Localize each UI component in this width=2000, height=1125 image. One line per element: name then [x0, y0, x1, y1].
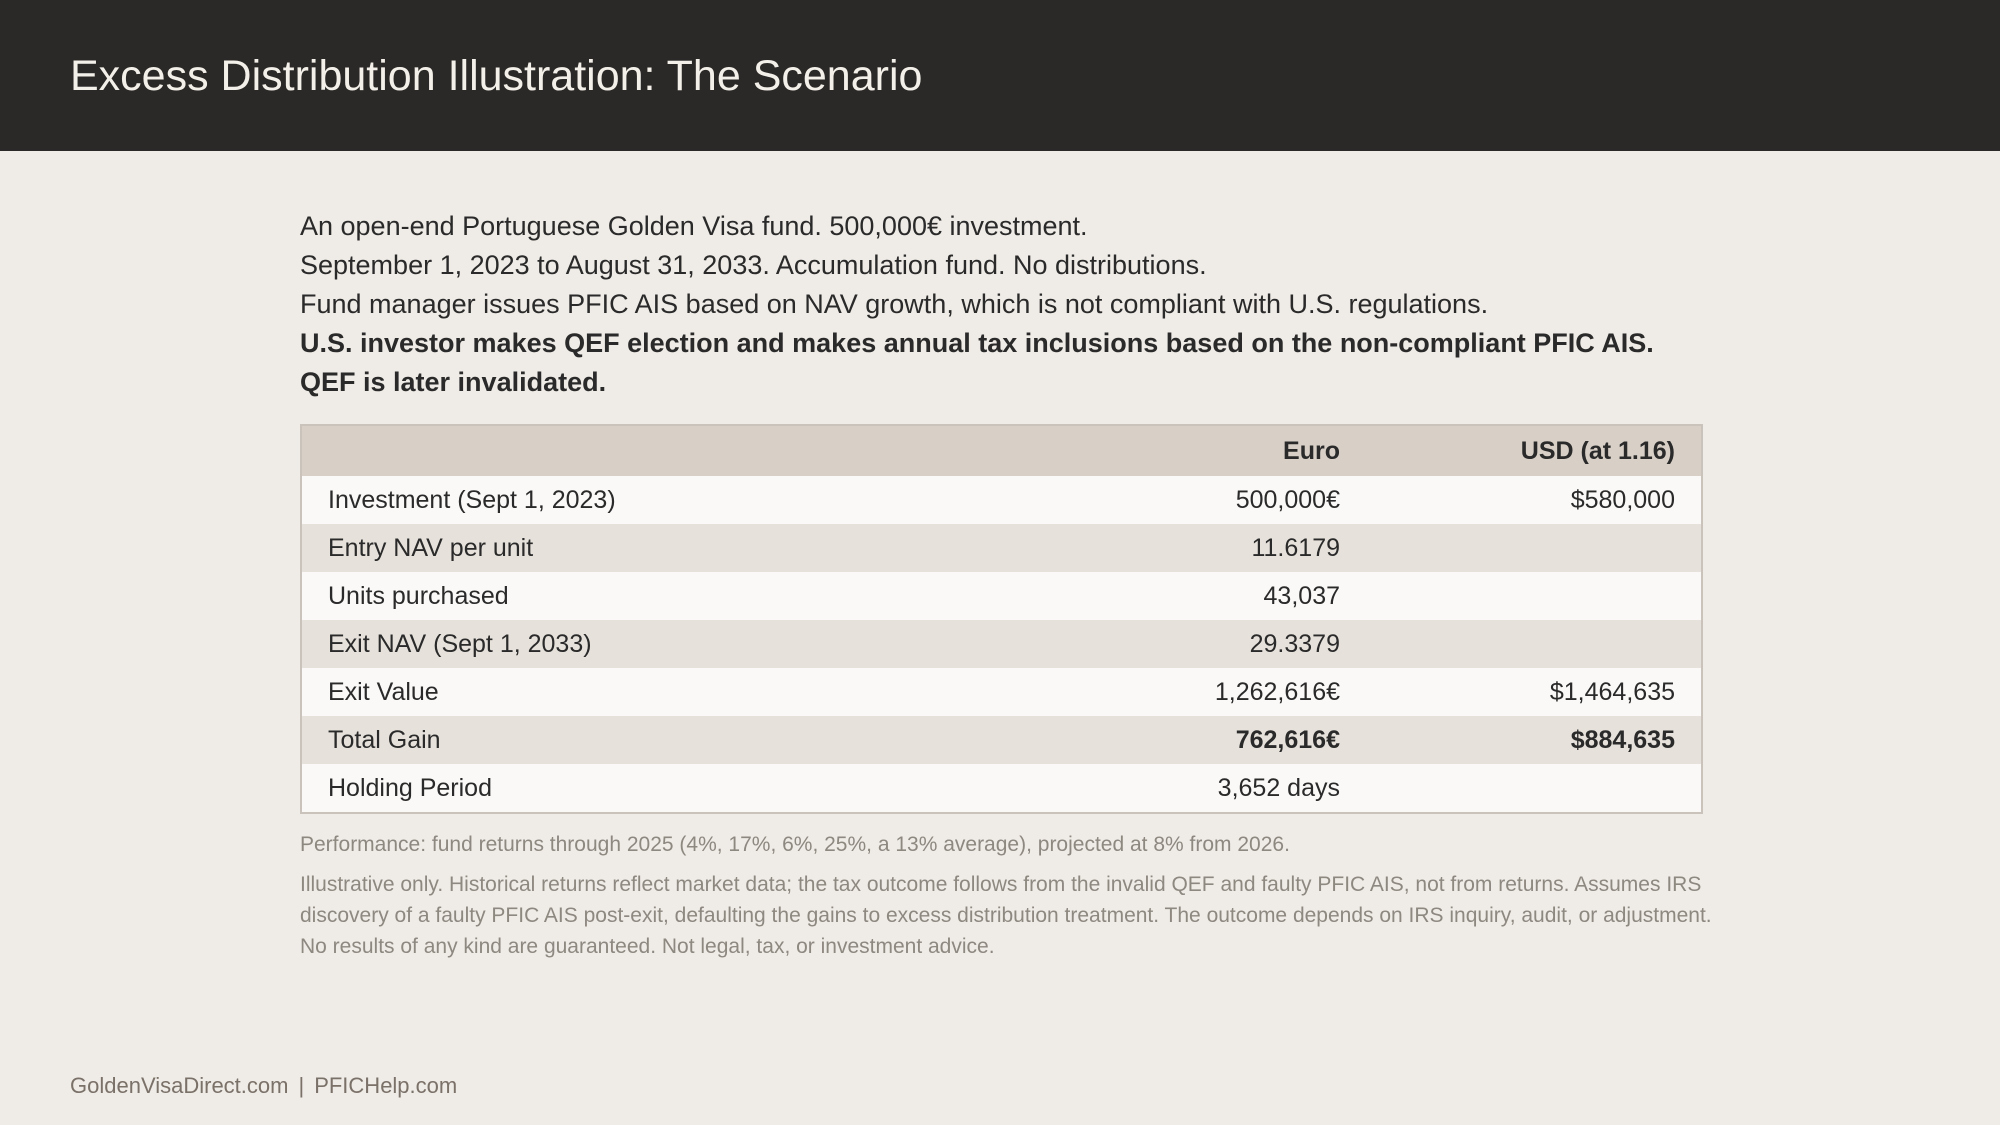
row-euro-value: 500,000€ — [1235, 485, 1340, 514]
row-euro-value: 762,616€ — [1235, 725, 1340, 754]
row-euro-value: 29.3379 — [1249, 629, 1340, 658]
footer-site-goldenvisadirect: GoldenVisaDirect.com — [70, 1073, 289, 1098]
table-row — [302, 620, 1701, 668]
table-header-row — [302, 426, 1701, 476]
header-bar — [0, 0, 2000, 151]
row-usd-value — [1366, 524, 1701, 572]
footer-separator: | — [298, 1073, 305, 1098]
row-euro-value: 43,037 — [1263, 581, 1340, 610]
table-row — [302, 476, 1701, 524]
row-usd-value: $884,635 — [1570, 725, 1675, 754]
row-euro-value: 3,652 days — [1217, 773, 1340, 802]
intro-line: Fund manager issues PFIC AIS based on NAV growth, which is not compliant with U.S. regulations. — [300, 289, 1489, 319]
table-row-total-gain — [302, 716, 1701, 764]
page-title: Excess Distribution Illustration: The Scenario — [70, 52, 923, 100]
column-header-euro: Euro — [1283, 436, 1340, 465]
row-euro-value: 11.6179 — [1251, 533, 1340, 562]
row-label: Entry NAV per unit — [328, 533, 534, 562]
intro-line: September 1, 2023 to August 31, 2033. Accumulation fund. No distributions. — [300, 250, 1207, 280]
table-row — [302, 668, 1701, 716]
footer-site-pfichelp: PFICHelp.com — [314, 1073, 458, 1098]
column-header-label — [302, 426, 1014, 476]
row-usd-value: $1,464,635 — [1549, 677, 1675, 706]
row-usd-value — [1366, 620, 1701, 668]
row-euro-value: 1,262,616€ — [1214, 677, 1340, 706]
footnotes — [300, 830, 1740, 962]
row-label: Units purchased — [328, 581, 509, 610]
row-label: Exit Value — [328, 677, 439, 706]
row-label: Exit NAV (Sept 1, 2033) — [328, 629, 592, 658]
intro-line: An open-end Portuguese Golden Visa fund. 500,000€ investment. — [300, 211, 1088, 241]
row-usd-value — [1366, 764, 1701, 812]
footer — [70, 1073, 457, 1099]
intro-bold-line: QEF is later invalidated. — [300, 367, 607, 397]
row-usd-value — [1366, 572, 1701, 620]
row-usd-value: $580,000 — [1570, 485, 1675, 514]
scenario-table — [300, 424, 1703, 814]
row-label: Investment (Sept 1, 2023) — [328, 485, 616, 514]
intro-text — [300, 207, 1720, 402]
column-header-usd: USD (at 1.16) — [1520, 436, 1675, 465]
intro-bold-line: U.S. investor makes QEF election and makes annual tax inclusions based on the non-compliant PFIC AIS. — [300, 328, 1654, 358]
table-row — [302, 764, 1701, 812]
performance-note: Performance: fund returns through 2025 (4%, 17%, 6%, 25%, a 13% average), projected at 8% from 2026. — [300, 833, 1290, 856]
table-row — [302, 572, 1701, 620]
row-label: Total Gain — [328, 725, 441, 754]
table-row — [302, 524, 1701, 572]
disclaimer-note: Illustrative only. Historical returns reflect market data; the tax outcome follows from the invalid QEF and faulty PFIC AIS, not from returns. Assumes IRS discovery of a faulty PFIC AIS post-exit, defaulting the gains to excess distribution treatment. The outcome depends on IRS inquiry, audit, or adjustment. No results of any kind are guaranteed. Not legal, tax, or investment advice. — [300, 873, 1712, 958]
row-label: Holding Period — [328, 773, 492, 802]
